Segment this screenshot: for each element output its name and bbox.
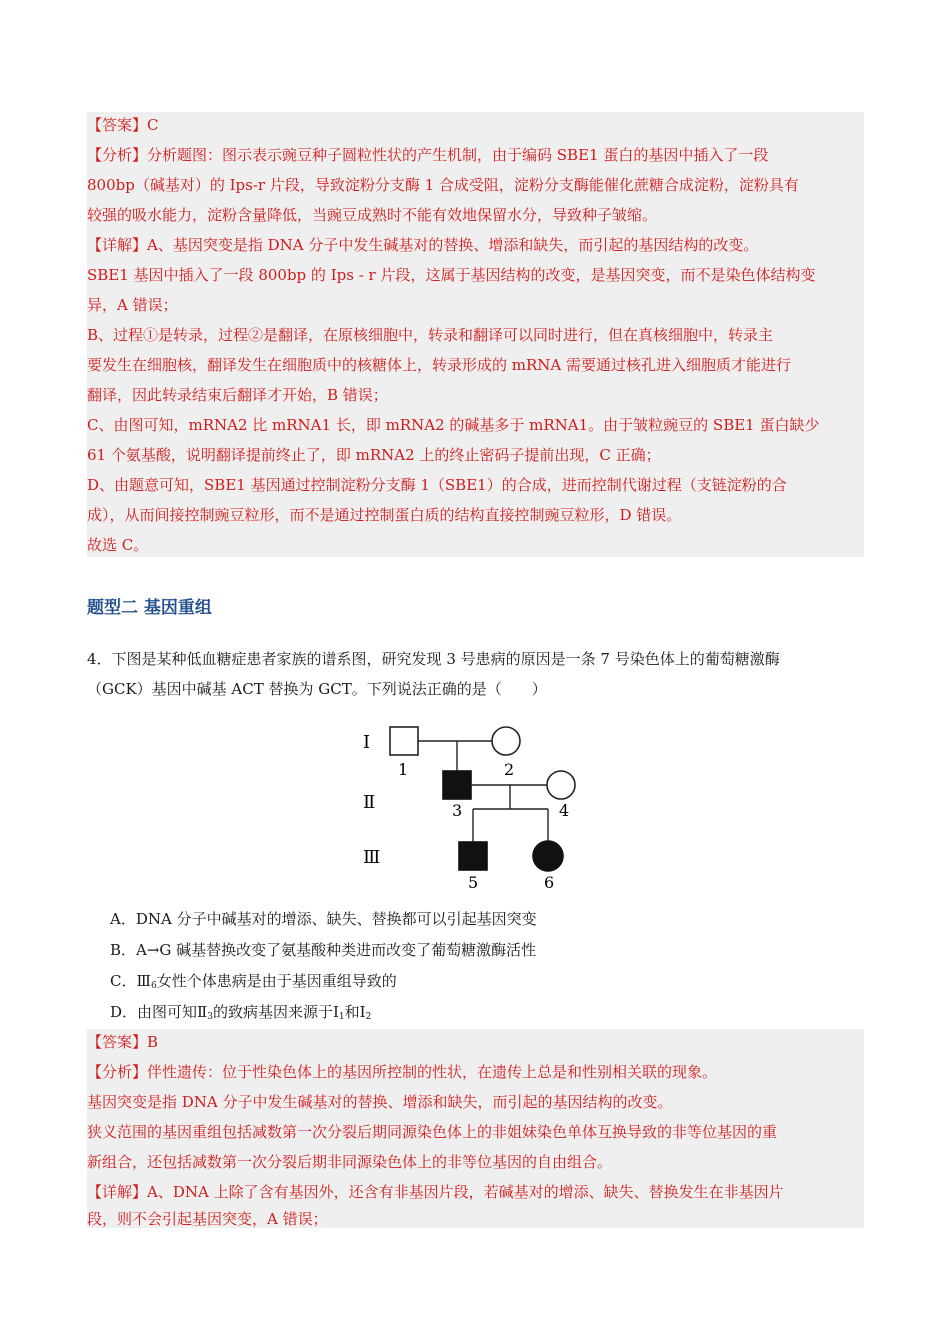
- detail-line: SBE1 基因中插入了一段 800bp 的 Ips - r 片段，这属于基因结构的改变，是基因突变，而不是染色体结构变: [87, 266, 816, 284]
- question-line-1: 4．下图是某种低血糖症患者家族的谱系图，研究发现 3 号患病的原因是一条 7 号染色体上的葡萄糖激酶: [87, 650, 780, 668]
- option-c-suffix: 女性个体患病是由于基因重组导致的: [156, 972, 397, 990]
- option-c-sub: 6: [150, 981, 157, 991]
- analysis-line: 基因突变是指 DNA 分子中发生碱基对的替换、增添和缺失，而引起的基因结构的改变。: [87, 1093, 673, 1111]
- detail-line: 【详解】A、基因突变是指 DNA 分子中发生碱基对的替换、增添和缺失，而引起的基因结构的改变。: [87, 236, 759, 254]
- analysis-line: 较强的吸水能力，淀粉含量降低，当豌豆成熟时不能有效地保留水分，导致种子皱缩。: [87, 206, 658, 224]
- pedigree-diagram: [355, 713, 595, 893]
- analysis-line: 狭义范围的基因重组包括减数第一次分裂后期同源染色体上的非姐妹染色单体互换导致的非等位基因的重: [87, 1123, 778, 1141]
- detail-line: 翻译，因此转录结束后翻译才开始，B 错误；: [87, 386, 388, 404]
- option-d-sub-3: 2: [365, 1012, 372, 1022]
- section-heading: 题型二 基因重组: [87, 598, 212, 618]
- detail-line: 要发生在细胞核，翻译发生在细胞质中的核糖体上，转录形成的 mRNA 需要通过核孔进入细胞质才能进行: [87, 356, 792, 374]
- detail-line: D、由题意可知，SBE1 基因通过控制淀粉分支酶 1（SBE1）的合成，进而控制代谢过程（支链淀粉的合: [87, 476, 787, 494]
- detail-line: 异，A 错误；: [87, 296, 178, 314]
- generation-label-1: Ⅰ: [363, 732, 371, 753]
- conclusion-line: 故选 C。: [87, 536, 149, 554]
- individual-3-affected-male: [443, 771, 471, 799]
- option-b: B．A→G 碱基替换改变了氨基酸种类进而改变了葡萄糖激酶活性: [110, 941, 537, 959]
- option-d-prefix: D．由图可知Ⅱ: [110, 1003, 208, 1021]
- option-a: A．DNA 分子中碱基对的增添、缺失、替换都可以引起基因突变: [110, 910, 537, 928]
- individual-label-1: 1: [398, 760, 409, 779]
- option-d-mid: 的致病基因来源于Ⅰ: [212, 1003, 339, 1021]
- detail-line: B、过程①是转录，过程②是翻译，在原核细胞中，转录和翻译可以同时进行，但在真核细胞中，转录主: [87, 326, 774, 344]
- generation-label-3: Ⅲ: [363, 847, 381, 868]
- option-c: [110, 971, 397, 996]
- individual-1-male: [390, 727, 418, 755]
- individual-label-5: 5: [468, 873, 479, 892]
- answer-line: 【答案】B: [87, 1033, 159, 1051]
- answer-line: 【答案】C: [87, 116, 159, 134]
- individual-2-female: [492, 727, 520, 755]
- option-d: [110, 1002, 371, 1027]
- individual-label-2: 2: [504, 760, 515, 779]
- detail-line: 成），从而间接控制豌豆粒形，而不是通过控制蛋白质的结构直接控制豌豆粒形，D 错误。: [87, 506, 682, 524]
- detail-line: 61 个氨基酸，说明翻译提前终止了，即 mRNA2 上的终止密码子提前出现，C 正确；: [87, 446, 661, 464]
- individual-label-3: 3: [452, 801, 463, 820]
- option-d-and: 和Ⅰ: [344, 1003, 366, 1021]
- detail-line: C、由图可知，mRNA2 比 mRNA1 长，即 mRNA2 的碱基多于 mRNA1。由于皱粒豌豆的 SBE1 蛋白缺少: [87, 416, 820, 434]
- individual-5-affected-male: [459, 842, 487, 870]
- option-d-sub-1: 3: [207, 1012, 213, 1022]
- analysis-line: 800bp（碱基对）的 Ips-r 片段，导致淀粉分支酶 1 合成受阻，淀粉分支酶能催化蔗糖合成淀粉，淀粉具有: [87, 176, 799, 194]
- individual-4-female: [547, 771, 575, 799]
- detail-line: 段，则不会引起基因突变，A 错误；: [87, 1210, 328, 1228]
- individual-label-4: 4: [559, 801, 570, 820]
- option-d-sub-2: 1: [338, 1012, 345, 1022]
- question-line-2: （GCK）基因中碱基 ACT 替换为 GCT。下列说法正确的是（ ）: [87, 680, 547, 698]
- individual-6-affected-female: [533, 841, 563, 871]
- analysis-line: 新组合，还包括减数第一次分裂后期非同源染色体上的非等位基因的自由组合。: [87, 1153, 613, 1171]
- answer-block-1: [87, 112, 864, 557]
- analysis-line: 【分析】伴性遗传：位于性染色体上的基因所控制的性状，在遗传上总是和性别相关联的现象。: [87, 1063, 718, 1081]
- generation-label-2: Ⅱ: [363, 792, 376, 813]
- option-c-prefix: C．Ⅲ: [110, 972, 151, 990]
- analysis-line: 【分析】分析题图：图示表示豌豆种子圆粒性状的产生机制，由于编码 SBE1 蛋白的基因中插入了一段: [87, 146, 769, 164]
- individual-label-6: 6: [544, 873, 555, 892]
- detail-line: 【详解】A、DNA 上除了含有基因外，还含有非基因片段，若碱基对的增添、缺失、替换发生在非基因片: [87, 1183, 784, 1201]
- answer-block-2: [87, 1029, 864, 1228]
